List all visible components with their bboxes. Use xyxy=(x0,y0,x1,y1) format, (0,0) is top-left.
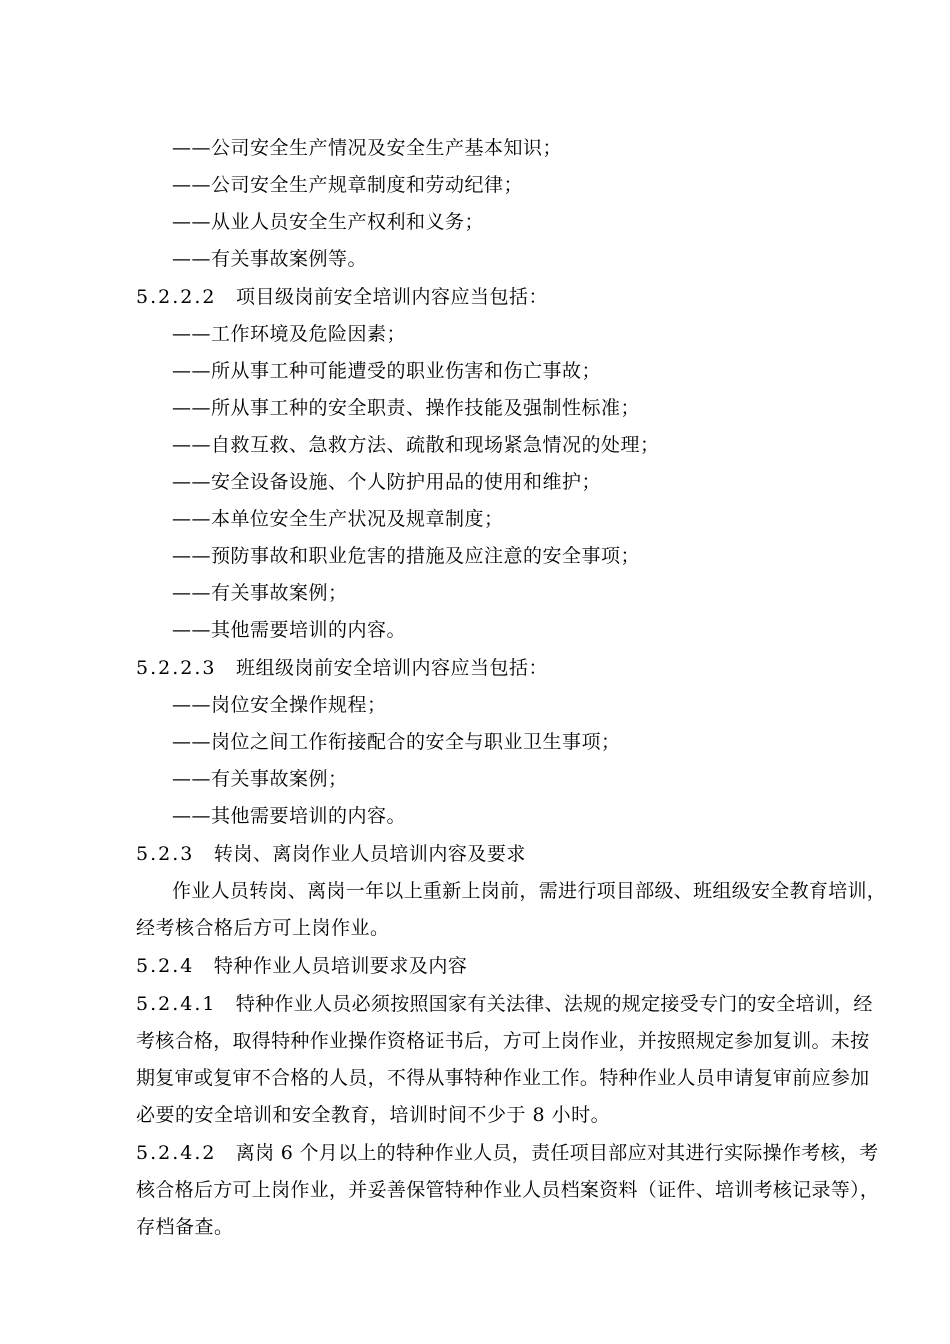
list-item: ——本单位安全生产状况及规章制度； xyxy=(172,508,504,530)
list-item: ——有关事故案例； xyxy=(172,768,348,790)
list-item: ——公司安全生产规章制度和劳动纪律； xyxy=(172,174,524,196)
section-title: 特种作业人员培训要求及内容 xyxy=(213,955,468,977)
list-item: ——预防事故和职业危害的措施及应注意的安全事项； xyxy=(172,545,641,567)
list-item: ——其他需要培训的内容。 xyxy=(172,619,407,641)
list-item: ——所从事工种的安全职责、操作技能及强制性标准； xyxy=(172,397,641,419)
list-item: ——安全设备设施、个人防护用品的使用和维护； xyxy=(172,471,602,493)
list-item: ——岗位安全操作规程； xyxy=(172,694,387,716)
paragraph-line: 核合格后方可上岗作业，并妥善保管特种作业人员档案资料（证件、培训考核记录等）， xyxy=(136,1179,880,1201)
section-number: 5.2.2.2 xyxy=(136,286,217,308)
paragraph-line: 存档备查。 xyxy=(136,1216,234,1238)
section-title: 班组级岗前安全培训内容应当包括： xyxy=(235,657,548,679)
list-item: ——从业人员安全生产权利和义务； xyxy=(172,211,485,233)
section-heading-5-2-4 xyxy=(136,954,467,978)
section-number: 5.2.3 xyxy=(136,843,195,865)
list-item: ——岗位之间工作衔接配合的安全与职业卫生事项； xyxy=(172,731,621,753)
paragraph-text: 特种作业人员必须按照国家有关法律、法规的规定接受专门的安全培训，经 xyxy=(235,993,873,1015)
paragraph-text: 离岗 6 个月以上的特种作业人员，责任项目部应对其进行实际操作考核，考 xyxy=(235,1142,879,1164)
list-item: ——自救互救、急救方法、疏散和现场紧急情况的处理； xyxy=(172,434,660,456)
section-number: 5.2.4.1 xyxy=(136,993,217,1015)
section-title: 项目级岗前安全培训内容应当包括： xyxy=(235,286,548,308)
list-item: ——有关事故案例等。 xyxy=(172,248,368,270)
section-heading-5-2-2-3 xyxy=(136,656,548,680)
section-number: 5.2.2.3 xyxy=(136,657,217,679)
paragraph-line-5-2-4-2 xyxy=(136,1141,879,1165)
section-number: 5.2.4 xyxy=(136,955,195,977)
section-heading-5-2-3 xyxy=(136,842,526,866)
list-item: ——有关事故案例； xyxy=(172,582,348,604)
list-item: ——所从事工种可能遭受的职业伤害和伤亡事故； xyxy=(172,360,602,382)
paragraph-line: 作业人员转岗、离岗一年以上重新上岗前，需进行项目部级、班组级安全教育培训， xyxy=(172,880,887,902)
paragraph-line: 经考核合格后方可上岗作业。 xyxy=(136,917,390,939)
section-heading-5-2-2-2 xyxy=(136,285,548,309)
paragraph-line: 必要的安全培训和安全教育，培训时间不少于 8 小时。 xyxy=(136,1104,611,1126)
list-item: ——工作环境及危险因素； xyxy=(172,323,407,345)
paragraph-line: 期复审或复审不合格的人员，不得从事特种作业工作。特种作业人员申请复审前应参加 xyxy=(136,1067,870,1089)
list-item: ——公司安全生产情况及安全生产基本知识； xyxy=(172,137,563,159)
paragraph-line-5-2-4-1 xyxy=(136,992,873,1016)
section-number: 5.2.4.2 xyxy=(136,1142,217,1164)
section-title: 转岗、离岗作业人员培训内容及要求 xyxy=(213,843,526,865)
list-item: ——其他需要培训的内容。 xyxy=(172,805,407,827)
paragraph-line: 考核合格，取得特种作业操作资格证书后，方可上岗作业，并按照规定参加复训。未按 xyxy=(136,1030,870,1052)
